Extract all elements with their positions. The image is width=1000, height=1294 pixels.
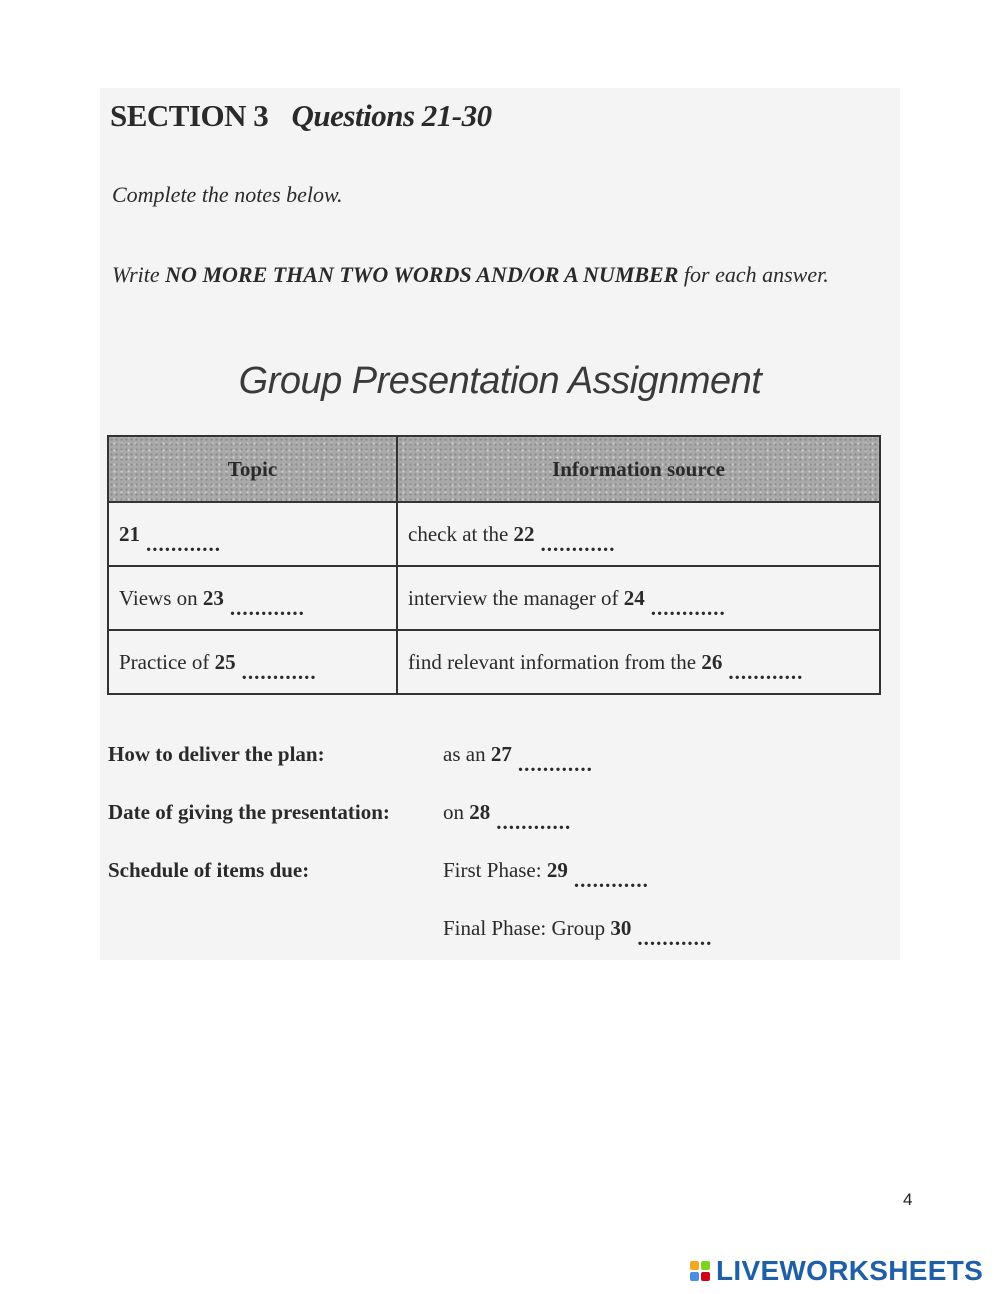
topic-cell xyxy=(108,502,397,566)
detail-value-date: on 28 ............ xyxy=(443,800,572,834)
header-topic: Topic xyxy=(108,436,397,502)
notes-table xyxy=(107,435,881,695)
question-number: 24 xyxy=(623,585,645,610)
table-row xyxy=(108,630,880,694)
instruction-word-limit: Write NO MORE THAN TWO WORDS AND/OR A NUMBER for each answer. xyxy=(112,262,829,287)
answer-blank-22[interactable]: ............ xyxy=(540,531,616,556)
answer-blank-23[interactable]: ............ xyxy=(229,595,305,620)
instruction-complete: Complete the notes below. xyxy=(112,182,343,207)
answer-blank-29[interactable]: ............ xyxy=(573,868,649,892)
answer-blank-21[interactable]: ............ xyxy=(146,531,221,556)
liveworksheets-logo[interactable] xyxy=(690,1256,983,1286)
questions-range: Questions 21-30 xyxy=(291,98,492,133)
detail-value-final-phase: Final Phase: Group 30 ............ xyxy=(443,916,713,950)
detail-label-date: Date of giving the presentation: xyxy=(108,800,390,824)
detail-value-delivery: as an 27 ............ xyxy=(443,742,593,776)
page-number: 4 xyxy=(903,1190,913,1209)
question-number: 23 xyxy=(202,585,224,610)
table-row xyxy=(108,566,880,630)
header-information-source: Information source xyxy=(397,436,880,502)
detail-label-delivery: How to deliver the plan: xyxy=(108,742,325,766)
source-cell: find relevant information from the 26 ............ xyxy=(397,630,880,694)
brand-name: LIVEWORKSHEETS xyxy=(716,1255,984,1286)
logo-blocks-icon xyxy=(690,1261,710,1281)
question-number: 26 xyxy=(701,649,723,674)
detail-label-schedule: Schedule of items due: xyxy=(108,858,310,882)
section-label: SECTION 3 xyxy=(110,98,269,133)
section-heading xyxy=(110,98,492,134)
answer-blank-27[interactable]: ............ xyxy=(517,752,593,776)
table-row xyxy=(108,502,880,566)
question-number: 25 xyxy=(214,649,236,674)
detail-value-first-phase: First Phase: 29 ............ xyxy=(443,858,649,892)
topic-cell: Practice of 25 ............ xyxy=(108,630,397,694)
answer-blank-28[interactable]: ............ xyxy=(496,810,572,834)
worksheet-title: Group Presentation Assignment xyxy=(238,360,762,402)
answer-blank-24[interactable]: ............ xyxy=(650,595,726,620)
question-number: 22 xyxy=(513,521,535,546)
question-number: 21 xyxy=(119,521,140,546)
source-cell: check at the 22 ............ xyxy=(397,502,880,566)
source-cell: interview the manager of 24 ............ xyxy=(397,566,880,630)
answer-blank-30[interactable]: ............ xyxy=(637,926,713,950)
answer-blank-25[interactable]: ............ xyxy=(241,659,317,684)
topic-cell: Views on 23 ............ xyxy=(108,566,397,630)
answer-blank-26[interactable]: ............ xyxy=(728,659,804,684)
